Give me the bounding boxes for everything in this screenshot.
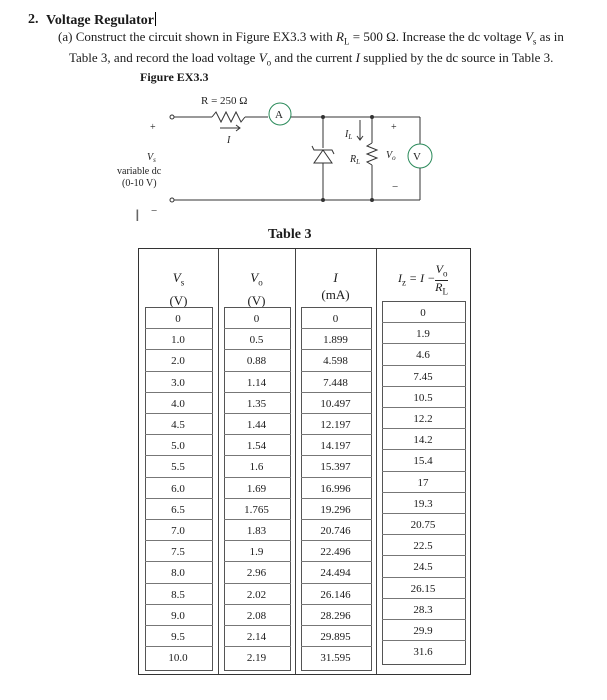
rl-main: R [350, 154, 357, 165]
row-divider [224, 646, 291, 647]
table-cell-vo: 1.6 [249, 461, 264, 474]
row-divider [224, 604, 291, 605]
table-cell-vs: 7.5 [171, 546, 185, 559]
table-cell-vs: 4.5 [171, 419, 185, 431]
terminal-top [170, 115, 174, 119]
table-cell-vs: 3.0 [171, 376, 185, 389]
zener-diode-triangle [314, 150, 332, 163]
figure-label: Figure EX3.3 [140, 70, 209, 84]
table-cell-vs: 1.0 [171, 334, 185, 347]
row-divider [145, 625, 213, 626]
row-divider [301, 392, 372, 393]
vo-main: V [386, 150, 393, 161]
row-divider [382, 449, 466, 450]
table-cell-vo: 1.35 [246, 397, 267, 410]
iz-formula-lhs [398, 263, 435, 299]
rl-label [349, 154, 360, 166]
table-cell-vo: 1.9 [249, 546, 264, 559]
table-cell-iz: 14.2 [413, 434, 433, 447]
header-i-unit: (mA) [321, 287, 350, 302]
row-divider [301, 413, 372, 414]
row-divider [224, 349, 291, 350]
row-divider [145, 498, 213, 499]
symbol-vo: V [258, 49, 267, 65]
table-cell-vo: 2.96 [246, 567, 267, 580]
question-title-text: Voltage Regulator [46, 13, 154, 28]
table-cell-vo: 1.14 [246, 376, 267, 389]
table-cell-vs: 5.5 [171, 461, 185, 474]
vo-label [386, 150, 396, 162]
resistor-r-symbol [212, 112, 245, 122]
table-caption: Table 3 [268, 227, 312, 242]
text-segment: and the current [271, 49, 356, 65]
iz-num: V [435, 262, 444, 276]
table-cell-iz: 12.2 [413, 413, 433, 425]
table-cell-iz: 26.15 [410, 582, 436, 595]
table-cell-iz: 1.9 [416, 328, 430, 341]
row-divider [382, 343, 466, 344]
row-divider [224, 519, 291, 520]
current-il-label [344, 129, 352, 141]
row-divider [382, 471, 466, 472]
table-cell-vo: 0 [253, 313, 260, 325]
voltmeter-letter: V [413, 151, 421, 163]
table-cell-vs: 9.0 [171, 609, 185, 622]
row-divider [224, 455, 291, 456]
iz-num-sub: o [443, 268, 448, 279]
il-sub: L [348, 133, 353, 141]
table-cell-vo: 0.88 [246, 355, 267, 368]
table-cell-i: 31.595 [320, 652, 351, 665]
row-divider [224, 498, 291, 499]
table-cell-i: 16.996 [320, 482, 351, 495]
resistor-label: R = 250 Ω [201, 95, 248, 107]
minus-left: − [151, 205, 158, 217]
row-divider [301, 455, 372, 456]
table-cell-i: 26.146 [320, 588, 351, 601]
row-divider [224, 540, 291, 541]
table-cell-i: 1.899 [323, 334, 348, 347]
rl-sub: L [356, 158, 361, 166]
symbol-vs: V [524, 29, 533, 44]
row-divider [382, 407, 466, 408]
ibeam-cursor-icon: I [135, 206, 140, 225]
table-cell-vs: 2.0 [171, 355, 185, 368]
iz-lhs-sub: z [401, 277, 406, 288]
header-i-symbol: I [333, 270, 338, 285]
header-vs-sub: s [180, 277, 185, 288]
table-cell-vo: 2.14 [246, 631, 267, 643]
header-vs-symbol: V [172, 270, 181, 285]
column-divider [218, 249, 219, 674]
vs-label [147, 152, 156, 164]
row-divider [301, 477, 372, 478]
header-vo-symbol: V [250, 270, 259, 285]
row-divider [382, 577, 466, 578]
row-divider [224, 583, 291, 584]
text-segment: Table 3, and record the load voltage [69, 49, 259, 65]
row-divider [301, 434, 372, 435]
iz-den: R [435, 280, 443, 295]
iz-denominator [435, 281, 448, 298]
table-cell-vs: 4.0 [171, 397, 185, 410]
table-cell-i: 4.598 [323, 355, 348, 368]
table-cell-vo: 2.19 [246, 652, 267, 665]
iz-eq: = I − [405, 271, 436, 286]
row-divider [301, 646, 372, 647]
table-cell-vs: 0 [175, 313, 181, 325]
text-segment: supplied by the dc source in Table 3. [359, 49, 554, 65]
source-text-1: variable dc [117, 166, 162, 177]
load-resistor-symbol [367, 143, 377, 165]
question-number: 2. [28, 12, 39, 27]
circuit-diagram [0, 0, 607, 240]
table-cell-iz: 7.45 [413, 370, 433, 383]
row-divider [382, 534, 466, 535]
row-divider [382, 598, 466, 599]
table-cell-iz: 17 [417, 476, 429, 489]
row-divider [145, 455, 213, 456]
table-cell-vs: 7.0 [171, 525, 185, 537]
table-cell-vo: 2.08 [246, 609, 267, 622]
table-cell-i: 14.197 [320, 440, 351, 453]
iz-numerator [435, 263, 448, 281]
header-vo-sub: o [258, 277, 263, 288]
row-divider [301, 498, 372, 499]
row-divider [382, 322, 466, 323]
table-cell-i: 15.397 [320, 461, 351, 474]
row-divider [224, 561, 291, 562]
table-cell-iz: 20.75 [410, 519, 436, 531]
row-divider [382, 619, 466, 620]
table-cell-vo: 1.83 [246, 525, 267, 537]
row-divider [301, 371, 372, 372]
symbol-vs-sub: s [532, 36, 537, 47]
table-cell-i: 7.448 [323, 376, 348, 389]
row-divider [382, 428, 466, 429]
row-divider [145, 540, 213, 541]
text-segment: = 500 Ω. Increase the dc voltage [349, 29, 525, 44]
table-cell-i: 10.497 [320, 397, 351, 410]
vs-main: V [147, 152, 154, 163]
row-divider [301, 604, 372, 605]
row-divider [382, 365, 466, 366]
symbol-rl-sub: L [343, 36, 350, 47]
data-table [138, 248, 471, 675]
current-i-label: I [227, 135, 231, 146]
row-divider [301, 625, 372, 626]
plus-right: + [391, 122, 397, 133]
row-divider [145, 371, 213, 372]
table-cell-iz: 29.9 [413, 625, 433, 637]
row-divider [301, 561, 372, 562]
row-divider [145, 328, 213, 329]
row-divider [382, 492, 466, 493]
row-divider [145, 477, 213, 478]
row-divider [382, 555, 466, 556]
row-divider [224, 413, 291, 414]
row-divider [145, 604, 213, 605]
header-iz-formula [376, 263, 470, 299]
source-text-2: (0-10 V) [122, 178, 157, 189]
row-divider [224, 477, 291, 478]
table-cell-iz: 4.6 [416, 349, 430, 362]
symbol-i: I [355, 49, 360, 65]
text-segment: as in [536, 29, 564, 44]
header-vs-unit: (V) [169, 292, 188, 308]
table-cell-vs: 6.5 [171, 503, 185, 516]
header-vs [139, 269, 218, 309]
row-divider [224, 328, 291, 329]
table-cell-vo: 0.5 [249, 334, 264, 347]
table-cell-vo: 1.54 [246, 440, 267, 453]
row-divider [382, 386, 466, 387]
row-divider [145, 349, 213, 350]
table-cell-iz: 24.5 [413, 561, 433, 574]
row-divider [301, 540, 372, 541]
column-divider [295, 249, 296, 674]
row-divider [301, 519, 372, 520]
table-cell-vs: 5.0 [171, 440, 185, 453]
row-divider [224, 371, 291, 372]
vs-sub: s [153, 156, 156, 164]
row-divider [382, 640, 466, 641]
row-divider [301, 328, 372, 329]
table-cell-iz: 0 [420, 307, 426, 319]
table-cell-iz: 19.3 [413, 497, 433, 510]
row-divider [224, 434, 291, 435]
table-cell-vo: 2.02 [246, 588, 267, 601]
iz-lhs: I [397, 271, 402, 286]
part-label: (a) [58, 29, 73, 44]
symbol-vo-sub: o [266, 57, 272, 68]
table-cell-i: 20.746 [320, 525, 351, 537]
header-vo-unit: (V) [247, 292, 266, 308]
iz-formula-layout [398, 263, 448, 299]
table-cell-vo: 1.69 [246, 482, 267, 495]
table-cell-iz: 31.6 [413, 646, 433, 659]
terminal-bottom [170, 198, 174, 202]
table-cell-vs: 8.5 [171, 588, 185, 601]
table-cell-i: 28.296 [320, 609, 351, 622]
plus-left: + [150, 122, 156, 133]
il-main: I [345, 129, 349, 140]
row-divider [224, 625, 291, 626]
row-divider [301, 583, 372, 584]
table-cell-vo: 1.44 [246, 419, 267, 431]
row-divider [145, 646, 213, 647]
table-cell-iz: 10.5 [413, 391, 433, 404]
table-cell-vo: 1.765 [244, 503, 269, 516]
ammeter-letter: A [275, 109, 283, 121]
table-cell-vs: 8.0 [171, 567, 185, 580]
table-cell-i: 22.496 [320, 546, 351, 559]
column-divider [376, 249, 377, 674]
table-cell-iz: 15.4 [413, 455, 433, 468]
text-segment: Construct the circuit shown in Figure EX3.3 with [75, 29, 337, 44]
iz-fraction [435, 263, 448, 299]
row-divider [145, 583, 213, 584]
row-divider [145, 561, 213, 562]
row-divider [145, 413, 213, 414]
table-cell-vs: 9.5 [171, 631, 185, 643]
table-cell-i: 29.895 [320, 631, 351, 643]
row-divider [145, 434, 213, 435]
vo-sub: o [392, 154, 396, 162]
table-cell-iz: 22.5 [413, 540, 433, 553]
table-cell-i: 19.296 [320, 503, 351, 516]
table-cell-i: 0 [332, 313, 339, 325]
minus-right: − [392, 181, 399, 193]
table-cell-vs: 10.0 [168, 652, 188, 665]
table-cell-i: 12.197 [320, 419, 351, 431]
row-divider [145, 392, 213, 393]
table-cell-vs: 6.0 [171, 482, 185, 495]
table-cell-iz: 28.3 [413, 603, 433, 616]
row-divider [382, 513, 466, 514]
row-divider [301, 349, 372, 350]
iz-den-sub: L [442, 286, 449, 297]
symbol-rl: R [336, 29, 344, 44]
header-i [295, 269, 376, 303]
table-cell-i: 24.494 [320, 567, 351, 580]
row-divider [145, 519, 213, 520]
header-vo [218, 269, 295, 309]
row-divider [224, 392, 291, 393]
